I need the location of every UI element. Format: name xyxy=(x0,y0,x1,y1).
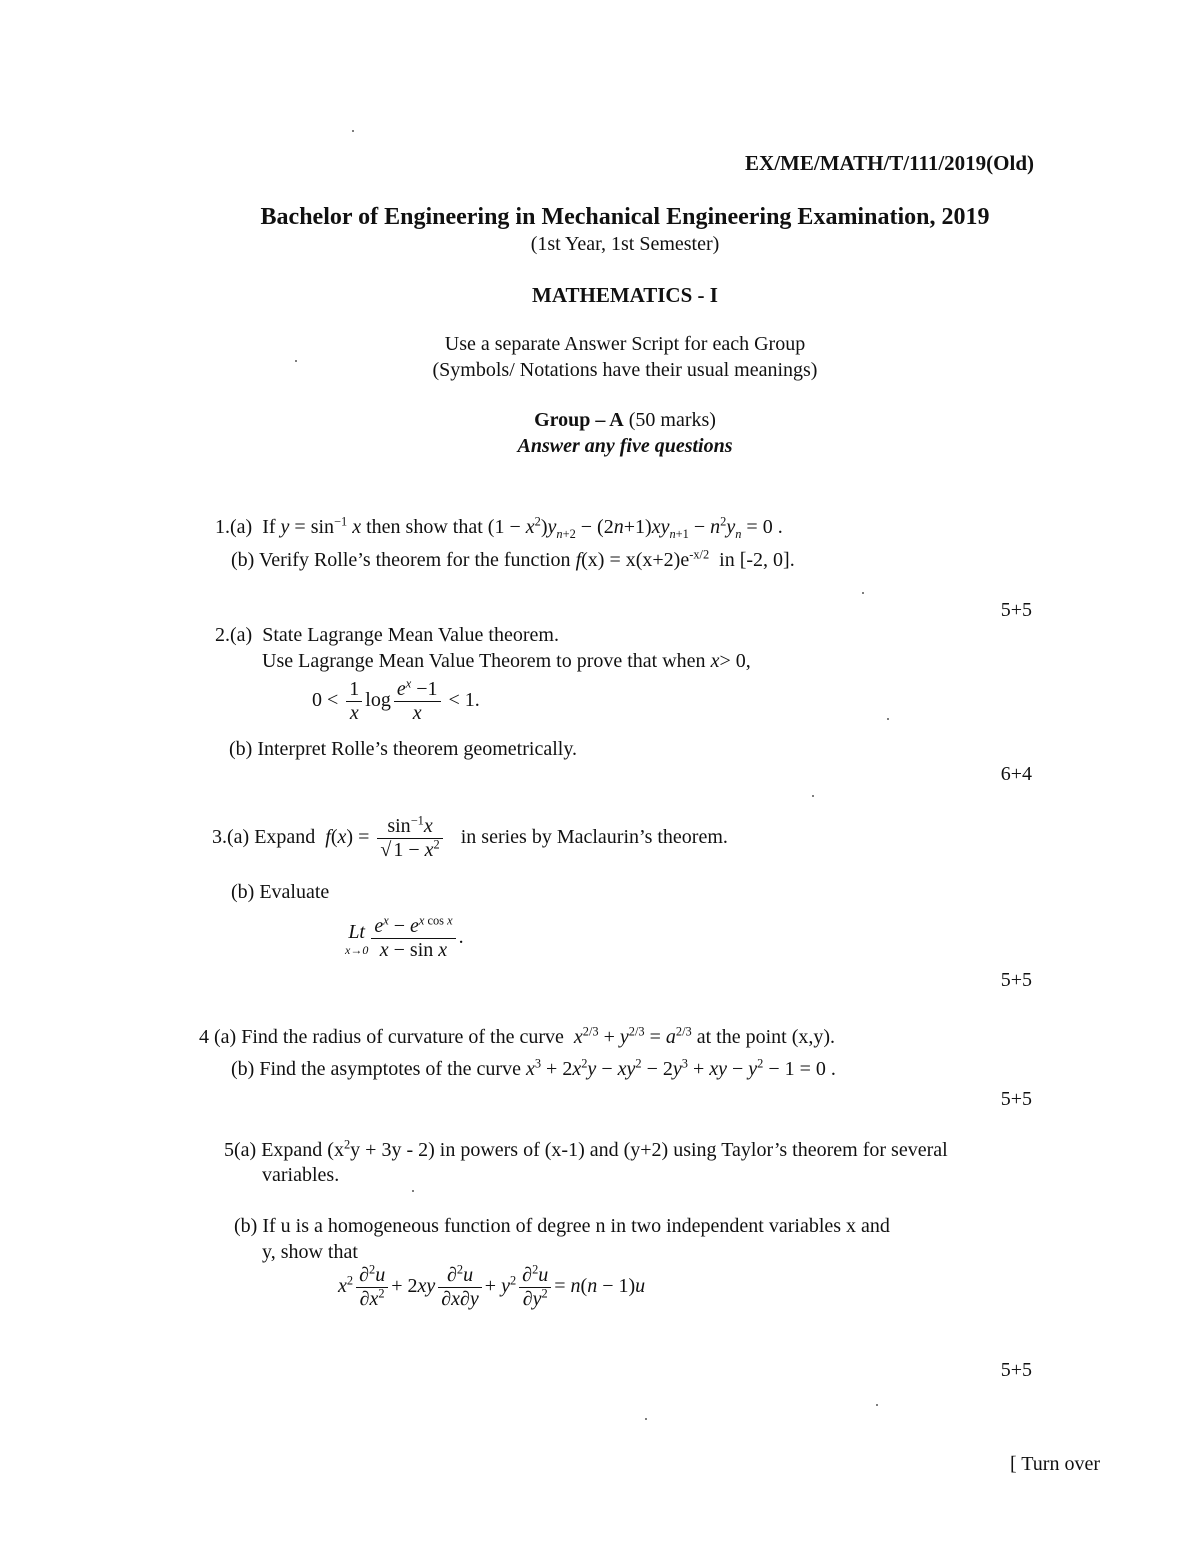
q5a-text-3: variables. xyxy=(262,1164,340,1186)
turn-over-note: [ Turn over xyxy=(1009,1453,1100,1475)
q2a-inequality: 0 < $\frac{1}{x}$ log $\frac{e^x -1}{x}$ < 1. xyxy=(312,676,480,724)
q4a-text: Find the radius of curvature of the curve xyxy=(241,1026,564,1048)
year-semester: (1st Year, 1st Semester) xyxy=(530,233,720,255)
q2a-text: State Lagrange Mean Value theorem. xyxy=(262,624,559,646)
q5a-text-2: y + 3y - 2) in powers of (x-1) and (y+2) using Taylor’s theorem for several xyxy=(350,1139,948,1161)
question-2a xyxy=(215,623,559,648)
q5a-label: 5(a) xyxy=(224,1139,257,1161)
q2-marks: 6+4 xyxy=(1000,763,1032,785)
q1a-then: then show that xyxy=(366,516,483,538)
q1a-label: 1.(a) xyxy=(215,516,253,538)
q3a-function: f(x) = $\frac{\sin^{-1}x}{√ 1 - x^2}$ xyxy=(325,826,445,848)
question-3a xyxy=(212,815,728,862)
q1a-text: If xyxy=(262,516,276,538)
q4a-curve: $x^{2/3} + y^{2/3} = a^{2/3}$ xyxy=(573,1024,692,1048)
q2a-text2: Use Lagrange Mean Value Theorem to prove that when xyxy=(262,650,706,672)
q5b-label: (b) xyxy=(234,1215,258,1237)
q5b-text-2: y, show that xyxy=(262,1241,358,1263)
instruction-symbols: (Symbols/ Notations have their usual meanings) xyxy=(432,359,818,381)
q2b-text: Interpret Rolle’s theorem geometrically. xyxy=(257,738,578,760)
q1b-function: $f(x) = x(x+2)e^{-x/2}$ xyxy=(575,547,710,571)
group-label: Group – A xyxy=(534,409,624,431)
question-1a xyxy=(215,515,783,540)
subject-title: MATHEMATICS - I xyxy=(532,283,718,307)
q5-marks: 5+5 xyxy=(1000,1359,1032,1381)
scan-speck xyxy=(876,1404,878,1406)
q3a-text: in series by Maclaurin’s theorem. xyxy=(460,826,728,849)
q3b-lim-word: Lt xyxy=(348,920,365,943)
scan-speck xyxy=(862,592,864,594)
question-4b xyxy=(231,1057,836,1082)
question-2a-prove xyxy=(262,649,751,674)
question-5a: 5(a) Expand $(x^2y + 3y - 2)$ in powers of (x-1) and (y+2) using Taylor’s theorem for several xyxy=(224,1137,948,1161)
q3-marks: 5+5 xyxy=(1000,969,1032,991)
q1b-text: Verify Rolle’s theorem for the function xyxy=(258,549,571,571)
q4a-label: 4 (a) xyxy=(199,1026,237,1048)
question-1b xyxy=(231,548,795,573)
q4-marks: 5+5 xyxy=(1000,1088,1032,1110)
scan-speck xyxy=(412,1190,414,1192)
q1a-formula-recurrence: $(1 - x^2)y_{n+2} - (2n+1)xy_{n+1} - n^2y_n = 0$ . xyxy=(487,514,783,541)
q2a-condition: x> 0, xyxy=(710,650,751,672)
scan-speck xyxy=(812,795,814,797)
group-heading xyxy=(0,408,1200,433)
q5b-euler-equation: $x^2$ $\frac{\partial^2u}{\partial x^2}$ + 2xy $\frac{\partial^2u}{\partial x\partial y}$ + $y^2$ $\frac{\partial^2u}{\partial y^2}$ = n(n − 1)u xyxy=(338,1262,646,1310)
group-marks: (50 marks) xyxy=(623,409,716,431)
q4b-label: (b) xyxy=(231,1058,255,1080)
q1b-interval: in [-2, 0]. xyxy=(719,549,795,571)
exam-title: Bachelor of Engineering in Mechanical Engineering Examination, 2019 xyxy=(260,204,990,230)
instruction-answer-script: Use a separate Answer Script for each Group xyxy=(444,333,806,355)
question-2b xyxy=(229,737,577,762)
q4b-curve: $x^3 + 2x^2y - xy^2 - 2y^3$ + xy − $y^2 - 1 = 0$ . xyxy=(525,1056,836,1080)
q1a-formula-y: $y = \sin^{-1} x$ xyxy=(280,514,362,538)
q3a-label: 3.(a) Expand xyxy=(212,826,316,849)
question-5b xyxy=(234,1214,890,1239)
q4a-point: at the point (x,y). xyxy=(696,1026,836,1048)
scan-speck xyxy=(887,718,889,720)
q2a-label: 2.(a) xyxy=(215,624,253,646)
q2b-label: (b) xyxy=(229,738,253,760)
q4b-text: Find the asymptotes of the curve xyxy=(259,1058,521,1080)
q1-marks: 5+5 xyxy=(1000,599,1032,621)
paper-code: EX/ME/MATH/T/111/2019(Old) xyxy=(745,151,1034,175)
question-4a xyxy=(199,1025,835,1050)
group-instruction: Answer any five questions xyxy=(517,435,733,457)
scan-speck xyxy=(352,130,354,132)
q5b-text-1: If u is a homogeneous function of degree n in two independent variables x and xyxy=(262,1215,890,1237)
scan-speck xyxy=(645,1418,647,1420)
q5a-text-1: Expand (x xyxy=(261,1139,344,1161)
q3b-limit-expression: Lt x→0 $\frac{e^x - e^{x cos x}}{\text{x − sin x}}$ . xyxy=(345,913,464,961)
question-3b: (b) Evaluate xyxy=(231,881,330,903)
q1b-label: (b) xyxy=(231,549,255,571)
